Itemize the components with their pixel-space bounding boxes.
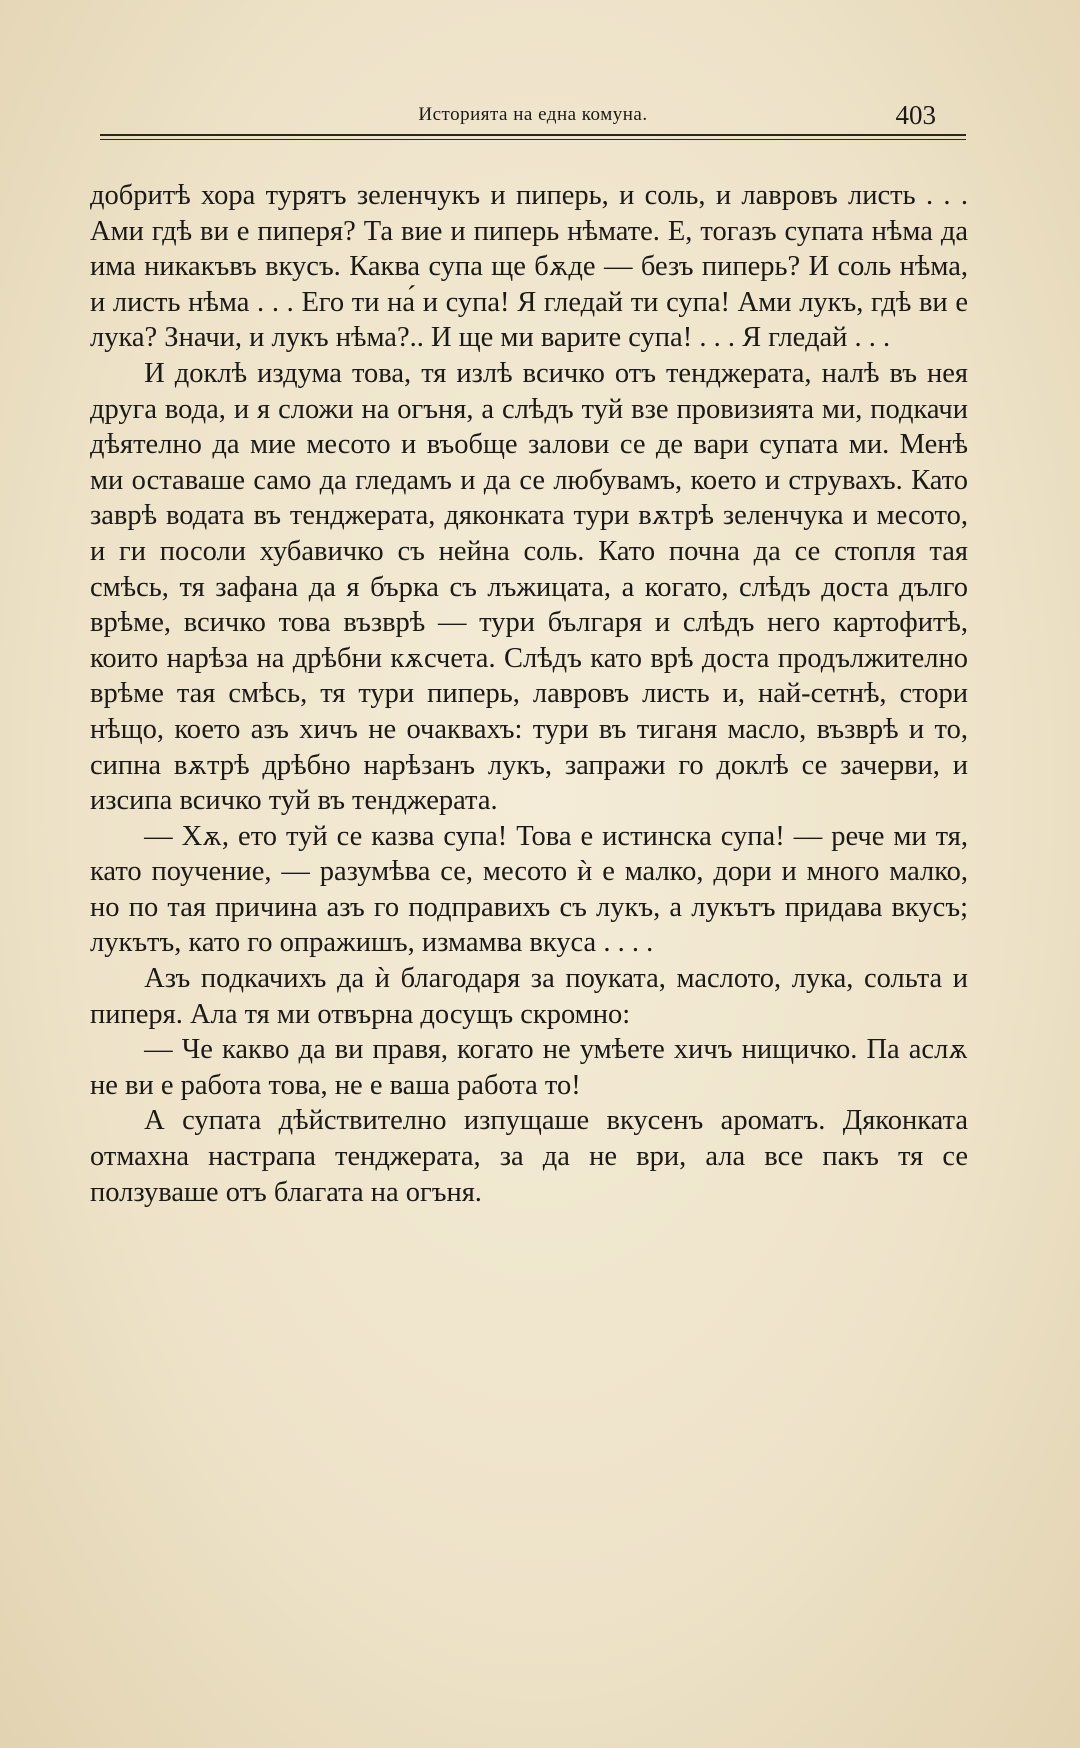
paragraph: А супата дѣйствително изпущаше вкусенъ ароматъ. Дяконката отмахна настрапа тенджерата, за да не ври, ала все пакъ тя се ползуваше отъ благата на огъня. [90,1105,968,1208]
paragraph: добритѣ хора турятъ зеленчукъ и пиперь, и соль, и лавровъ листь . . . Ами гдѣ ви е пиперя? Та вие и пиперь нѣмате. Е, тогазъ супата нѣма да има никакъвъ вкусъ. Каква супа ще бѫде — безъ пиперь? И соль нѣма, и листь нѣма . . . Его ти на́ и супа! Я гледай ти супа! Ами лукъ, гдѣ ви е лука? Значи, и лукъ нѣма?.. И ще ми варите супа! . . . Я гледай . . . [90,180,968,354]
running-title: Историята на една комуна. [418,104,648,125]
header-rule-thin [100,139,966,140]
paragraph: Азъ подкачихъ да ѝ благодаря за поуката, маслото, лука, сольта и пиперя. Ала тя ми отвърна досущъ скромно: [90,963,968,1030]
paragraph: — Хѫ, ето туй се казва супа! Това е истинска супа! — рече ми тя, като поучение, — разумѣва се, месото ѝ е малко, дори и много малко, но по тая причина азъ го подправихъ съ лукъ, а лукътъ придава вкусъ; лукътъ, като го опражишъ, измамва вкуса . . . . [90,820,968,959]
header-rule [100,134,966,136]
page-number: 403 [895,100,936,130]
body-text [90,178,968,1210]
paragraph: — Че какво да ви правя, когато не умѣете хичъ нищичко. Па аслѫ не ви е работа това, не е ваша работа то! [90,1034,968,1101]
paragraph: И доклѣ издума това, тя излѣ всичко отъ тенджерата, налѣ въ нея друга вода, и я сложи на огъня, а слѣдъ туй взе провизията ми, подкачи дѣятелно да мие месото и въобще залови се де вари супата ми. Менѣ ми оставаше само да гледамъ и да се любувамъ, което и струвахъ. Като заврѣ водата въ тенджерата, дяконката тури вѫтрѣ зеленчука и месото, и ги посоли хубавичко съ нейна соль. Като почна да се стопля тая смѣсь, тя зафана да я бърка съ лъжицата, а когато, слѣдъ доста дълго врѣме, всичко това възврѣ — тури българя и слѣдъ него картофитѣ, които нарѣза на дрѣбни кѫсчета. Слѣдъ като врѣ доста продължително врѣме тая смѣсь, тя тури пиперь, лавровъ листь и, най-сетнѣ, стори нѣщо, което азъ хичъ не очаквахъ: тури въ тиганя масло, възврѣ и то, сипна вѫтрѣ дрѣбно нарѣзанъ лукъ, запражи го доклѣ се зачерви, и изсипа всичко туй въ тенджерата. [90,357,968,817]
